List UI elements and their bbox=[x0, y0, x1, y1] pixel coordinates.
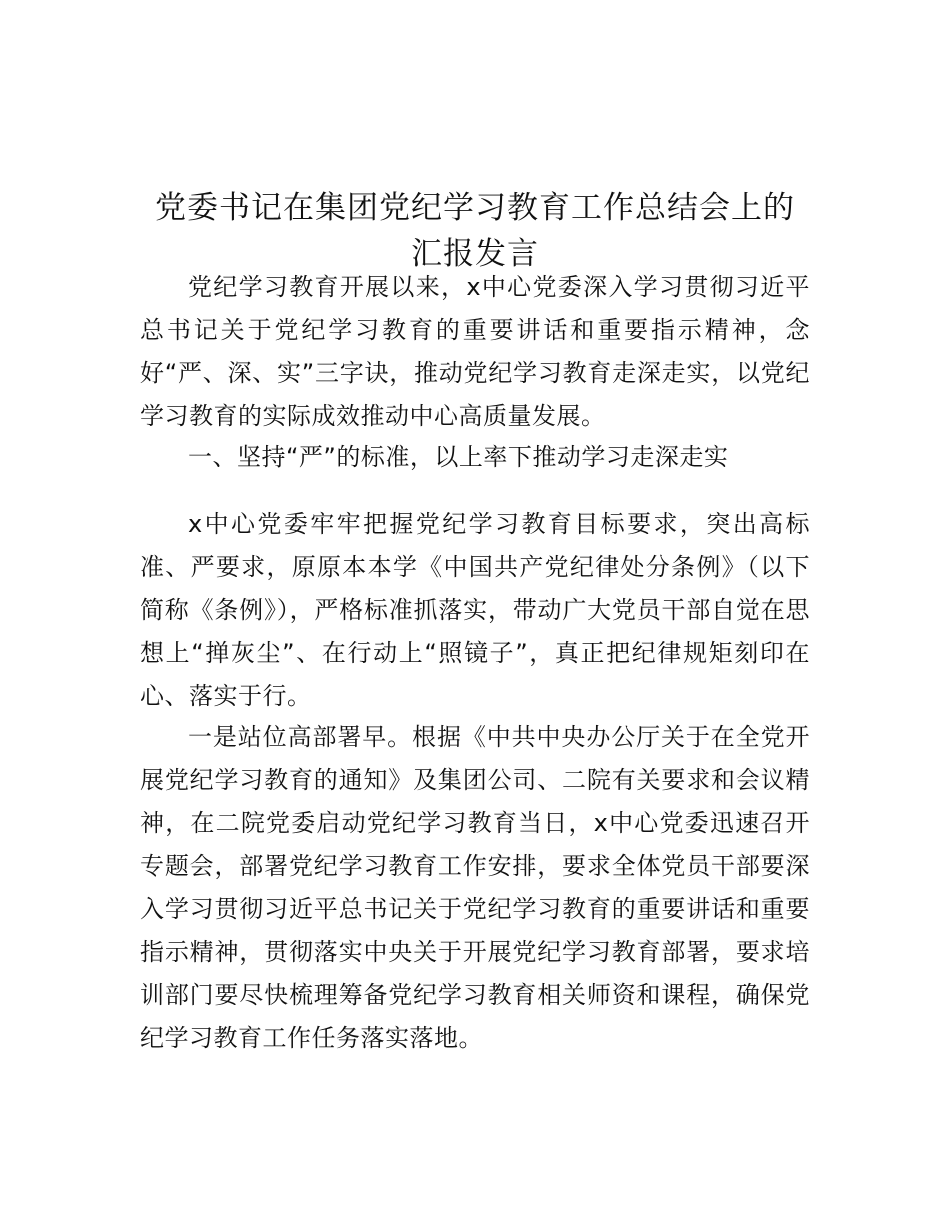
title-line-2: 汇报发言 bbox=[411, 235, 539, 272]
section-1-paragraph: x中心党委牢牢把握党纪学习教育目标要求，突出高标准、严要求，原原本本学《中国共产党纪律处分条例》（以下简称《条例》），严格标准抓落实，带动广大党员干部自觉在思想上“掸灰尘”、在行动上“照镜子”，真正把纪律规矩刻印在心、落实于行。 bbox=[140, 510, 810, 710]
point-1-paragraph: 一是站位高部署早。根据《中共中央办公厅关于在全党开展党纪学习教育的通知》及集团公司、二院有关要求和会议精神，在二院党委启动党纪学习教育当日，x中心党委迅速召开专题会，部署党纪学习教育工作安排，要求全体党员干部要深入学习贯彻习近平总书记关于党纪学习教育的重要讲话和重要指示精神，贯彻落实中央关于开展党纪学习教育部署，要求培训部门要尽快梳理筹备党纪学习教育相关师资和课程，确保党纪学习教育工作任务落实落地。 bbox=[140, 723, 810, 1052]
section-heading-1: 一、坚持“严”的标准，以上率下推动学习走深走实 bbox=[188, 443, 729, 471]
document-title bbox=[140, 185, 810, 277]
title-line-1: 党委书记在集团党纪学习教育工作总结会上的 bbox=[155, 189, 795, 226]
intro-paragraph: 党纪学习教育开展以来，x中心党委深入学习贯彻习近平总书记关于党纪学习教育的重要讲话和重要指示精神，念好“严、深、实”三字诀，推动党纪学习教育走深走实，以党纪学习教育的实际成效推动中心高质量发展。 bbox=[140, 273, 810, 430]
